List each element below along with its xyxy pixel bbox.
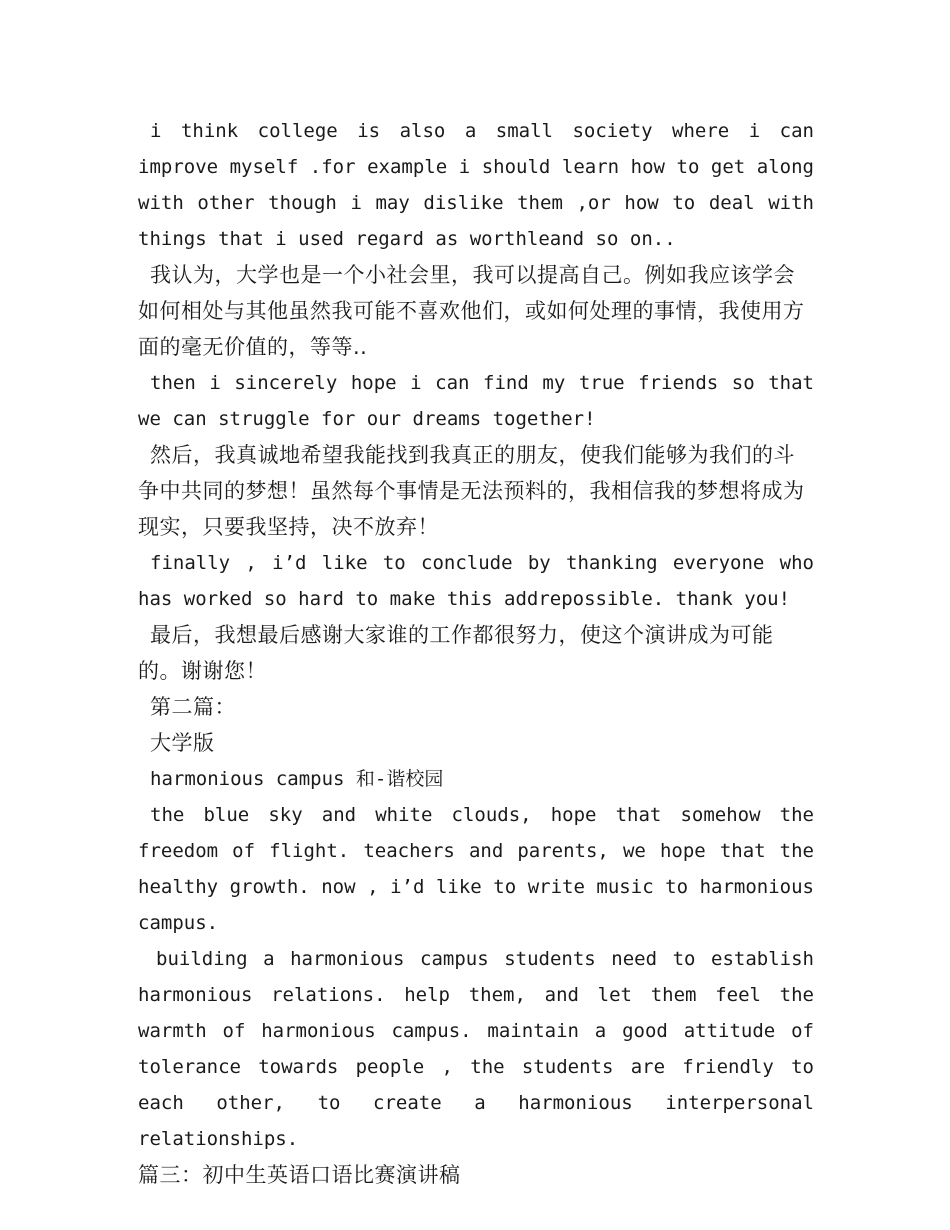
paragraph-english-4: the blue sky and white clouds, hope that somehow the freedom of flight. teachers and parents, we hope that the healthy growth. now , i’d like to write music to harmonious campus. xyxy=(138,804,814,934)
paragraph-chinese-2: 然后，我真诚地希望我能找到我真正的朋友，使我们能够为我们的斗争中共同的梦想！虽然每个事情是无法预料的，我相信我的梦想将成为现实，只要我坚持，决不放弃！ xyxy=(138,443,805,539)
paragraph-english-5: building a harmonious campus students need to establish harmonious relations. help them, and let them feel the warmth of harmonious campus. maintain a good attitude of tolerance towards people , the students are friendly to each other, to create a harmonious interpersonal relationships. xyxy=(138,948,814,1150)
paragraph-english-3: finally , i’d like to conclude by thanking everyone who has worked so hard to make this addrepossible. thank you! xyxy=(138,552,814,610)
paragraph-english-1: i think college is also a small society where i can improve myself .for example i should learn how to get along with other though i may dislike them ,or how to deal with things that i used regard as worthleand so on.. xyxy=(138,120,814,250)
paragraph-chinese-3: 最后，我想最后感谢大家谁的工作都很努力，使这个演讲成为可能的。谢谢您！ xyxy=(138,623,774,683)
document-page xyxy=(138,113,814,1193)
essay-title: harmonious campus 和-谐校园 xyxy=(150,768,444,790)
section-heading-2: 第二篇： xyxy=(150,695,236,719)
section-subheading: 大学版 xyxy=(150,731,215,755)
section-heading-3: 篇三：初中生英语口语比赛演讲稿 xyxy=(138,1163,461,1187)
paragraph-english-2: then i sincerely hope i can find my true friends so that we can struggle for our dreams together! xyxy=(138,372,814,430)
paragraph-chinese-1: 我认为，大学也是一个小社会里，我可以提高自己。例如我应该学会如何相处与其他虽然我可能不喜欢他们，或如何处理的事情，我使用方面的毫无价值的，等等.. xyxy=(138,263,805,359)
